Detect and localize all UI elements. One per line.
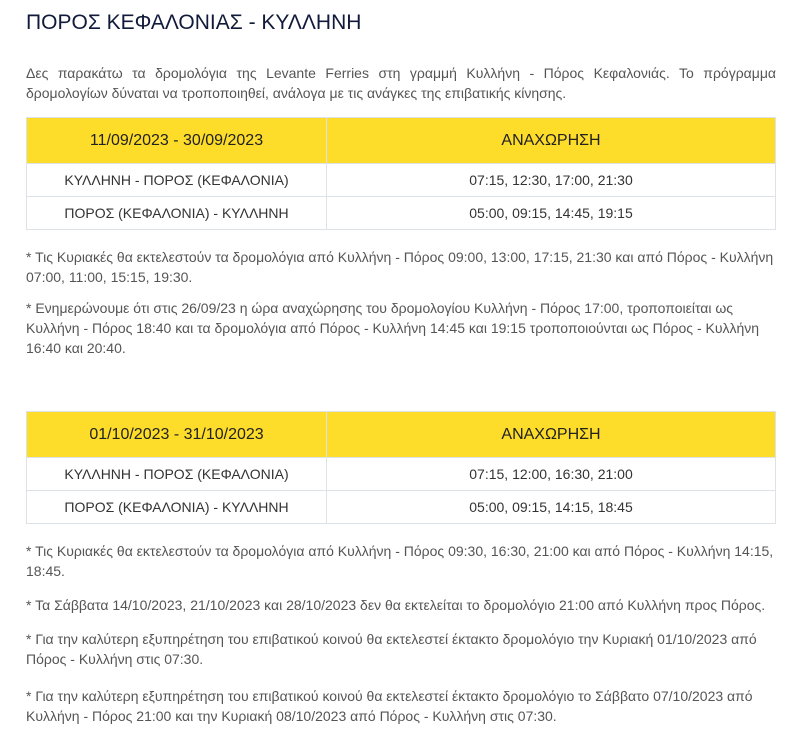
route-cell: ΠΟΡΟΣ (ΚΕΦΑΛΟΝΙΑ) - ΚΥΛΛΗΝΗ: [27, 491, 327, 524]
schedule-note: * Τις Κυριακές θα εκτελεστούν τα δρομολόγια από Κυλλήνη - Πόρος 09:00, 13:00, 17:15, 21:30 και από Πόρος - Κυλλήνη 07:00, 11:00, 15:15, 19:30.: [26, 249, 774, 285]
schedule-table-september: [26, 117, 776, 230]
page-title: ΠΟΡΟΣ ΚΕΦΑΛΟΝΙΑΣ - ΚΥΛΛΗΝΗ: [26, 11, 362, 34]
table-row: [27, 197, 776, 230]
departure-header: ΑΝΑΧΩΡΗΣΗ: [327, 412, 776, 458]
times-cell: 07:15, 12:30, 17:00, 21:30: [327, 164, 776, 197]
schedule-note: * Ενημερώνουμε ότι στις 26/09/23 η ώρα αναχώρησης του δρομολογίου Κυλλήνη - Πόρος 17:00, τροποποιείται ως Κυλλήνη - Πόρος 18:40 και τα δρομολόγια από Πόρος - Κυλλήνη 14:45 και 19:15 τροποποιούνται ως Πόρος - Κυλλήνη 16:40 και 20:40.: [26, 300, 760, 356]
schedule-note: * Τα Σάββατα 14/10/2023, 21/10/2023 και 28/10/2023 δεν θα εκτελείται το δρομολόγιο 21:00 από Κυλλήνη προς Πόρος.: [26, 597, 766, 613]
period-header: 01/10/2023 - 31/10/2023: [27, 412, 327, 458]
schedule-note: * Για την καλύτερη εξυπηρέτηση του επιβατικού κοινού θα εκτελεστεί έκτακτο δρομολόγιο το Σάββατο 07/10/2023 από Κυλλήνη - Πόρος 21:00 και την Κυριακή 08/10/2023 από Πόρος - Κυλλήνη στις 07:30.: [26, 688, 753, 724]
table-header-row: [27, 118, 776, 164]
route-cell: ΠΟΡΟΣ (ΚΕΦΑΛΟΝΙΑ) - ΚΥΛΛΗΝΗ: [27, 197, 327, 230]
schedule-note: * Για την καλύτερη εξυπηρέτηση του επιβατικού κοινού θα εκτελεστεί έκτακτο δρομολόγιο την Κυριακή 01/10/2023 από Πόρος - Κυλλήνη στις 07:30.: [26, 631, 757, 667]
intro-text: Δες παρακάτω τα δρομολόγια της Levante Ferries στη γραμμή Κυλλήνη - Πόρος Κεφαλονιάς. Το πρόγραμμα δρομολογίων δύναται να τροποποιηθεί, ανάλογα με τις ανάγκες της επιβατικής κίνησης.: [26, 65, 776, 101]
schedule-note: * Τις Κυριακές θα εκτελεστούν τα δρομολόγια από Κυλλήνη - Πόρος 09:30, 16:30, 21:00 και από Πόρος - Κυλλήνη 14:15, 18:45.: [26, 543, 774, 579]
schedule-table-october: [26, 411, 776, 524]
table-row: [27, 491, 776, 524]
times-cell: 07:15, 12:00, 16:30, 21:00: [327, 458, 776, 491]
table-row: [27, 458, 776, 491]
table-header-row: [27, 412, 776, 458]
period-header: 11/09/2023 - 30/09/2023: [27, 118, 327, 164]
table-row: [27, 164, 776, 197]
times-cell: 05:00, 09:15, 14:45, 19:15: [327, 197, 776, 230]
departure-header: ΑΝΑΧΩΡΗΣΗ: [327, 118, 776, 164]
route-cell: ΚΥΛΛΗΝΗ - ΠΟΡΟΣ (ΚΕΦΑΛΟΝΙΑ): [27, 164, 327, 197]
route-cell: ΚΥΛΛΗΝΗ - ΠΟΡΟΣ (ΚΕΦΑΛΟΝΙΑ): [27, 458, 327, 491]
times-cell: 05:00, 09:15, 14:15, 18:45: [327, 491, 776, 524]
